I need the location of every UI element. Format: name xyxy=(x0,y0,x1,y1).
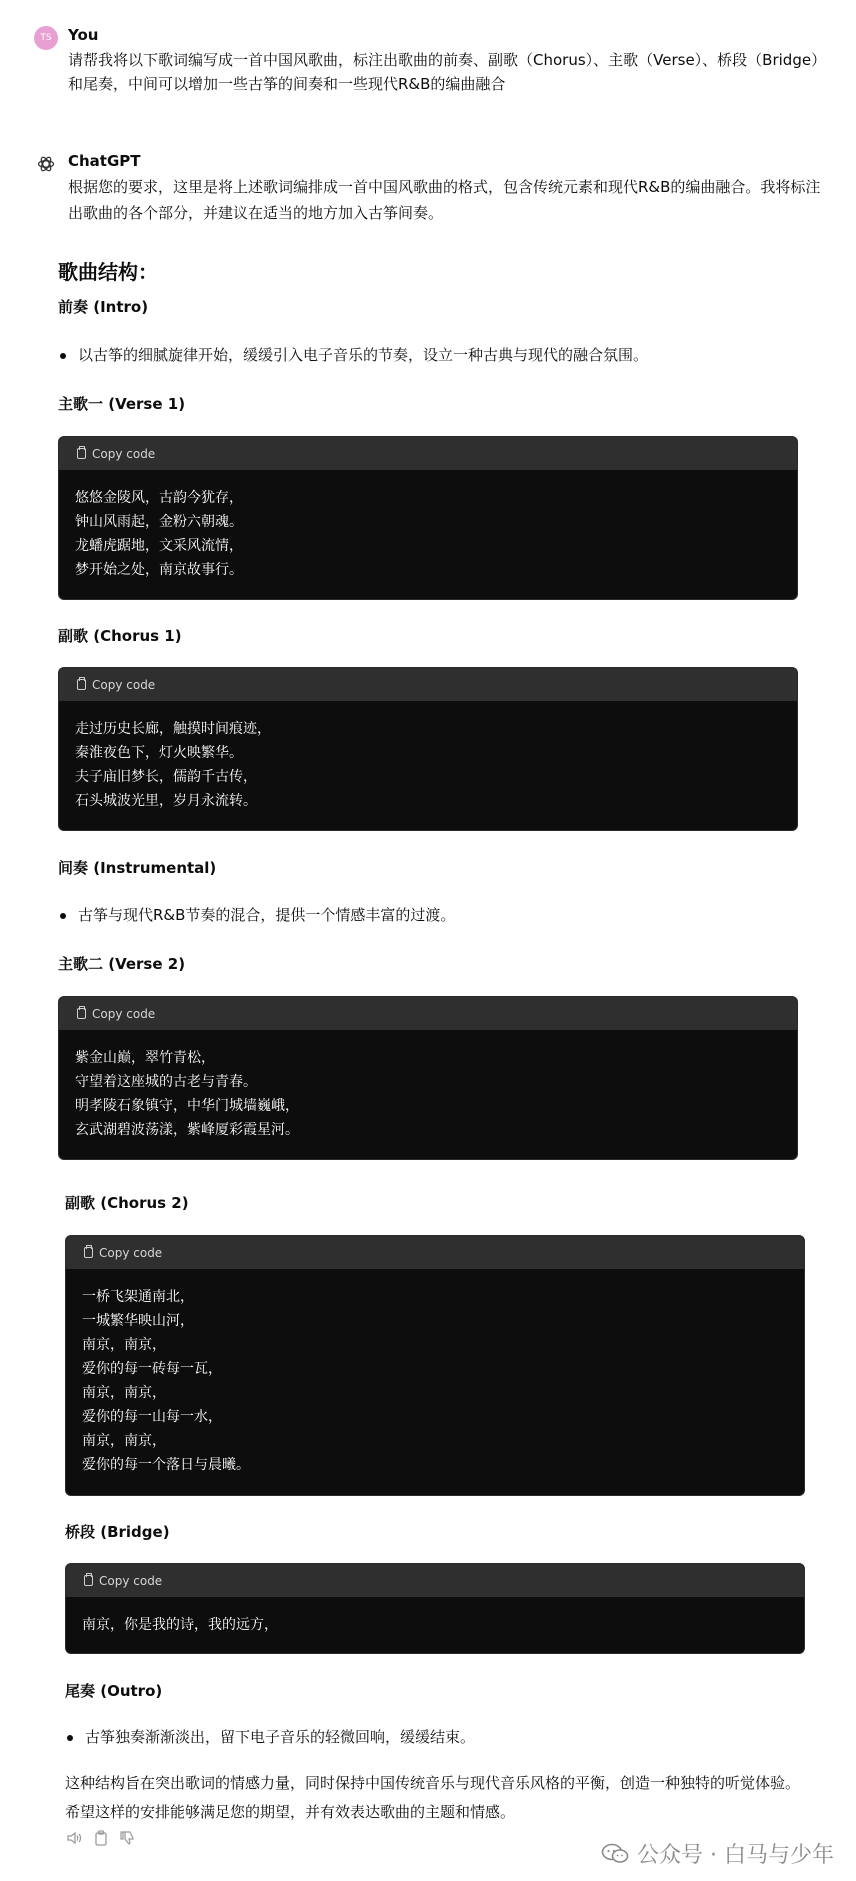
code-content: 紫金山巅，翠竹青松， 守望着这座城的古老与青春。 明孝陵石象镇守，中华门城墙巍峨， 玄武湖碧波荡漾，紫峰厦彩霞星河。 xyxy=(75,1050,299,1138)
message-actions xyxy=(66,1830,136,1850)
section-title-verse1: 主歌一 (Verse 1) xyxy=(58,395,186,413)
user-text: 请帮我将以下歌词编写成一首中国风歌曲，标注出歌曲的前奏、副歌（Chorus）、主歌（Verse）、桥段（Bridge）和尾奏，中间可以增加一些古筝的间奏和一些现代R&B的编曲融合 xyxy=(68,51,827,93)
copy-code-button[interactable]: Copy code xyxy=(59,437,797,470)
user-avatar: TS xyxy=(34,26,58,50)
clipboard-icon xyxy=(77,448,86,459)
copy-code-button[interactable]: Copy code xyxy=(66,1236,804,1269)
interlude-bullet: 古筝与现代R&B节奏的混合，提供一个情感丰富的过渡。 xyxy=(58,903,455,927)
code-content: 走过历史长廊，触摸时间痕迹， 秦淮夜色下，灯火映繁华。 夫子庙旧梦长，儒韵千古传， 石头城波光里，岁月永流转。 xyxy=(75,721,271,809)
intro-bullet: 以古筝的细腻旋律开始，缓缓引入电子音乐的节奏，设立一种古典与现代的融合氛围。 xyxy=(58,343,648,367)
code-block-chorus1 xyxy=(58,667,798,831)
code-block-verse2 xyxy=(58,996,798,1160)
assistant-name: ChatGPT xyxy=(68,152,141,170)
user-name: You xyxy=(68,26,99,44)
outro-bullet: 古筝独奏渐渐淡出，留下电子音乐的轻微回响，缓缓结束。 xyxy=(65,1725,475,1749)
section-title-outro: 尾奏 (Outro) xyxy=(65,1682,163,1700)
code-content: 一桥飞架通南北， 一城繁华映山河， 南京，南京， 爱你的每一砖每一瓦， 南京，南京， 爱你的每一山每一水， 南京，南京， 爱你的每一个落日与晨曦。 xyxy=(82,1289,250,1473)
code-content: 悠悠金陵风，古韵今犹存， 钟山风雨起，金粉六朝魂。 龙蟠虎踞地，文采风流情， 梦开始之处，南京故事行。 xyxy=(75,490,243,578)
section-title-interlude: 间奏 (Instrumental) xyxy=(58,859,217,877)
clipboard-icon xyxy=(77,679,86,690)
clipboard-icon xyxy=(84,1575,93,1586)
thumbs-down-icon[interactable] xyxy=(120,1830,136,1850)
copy-code-button[interactable]: Copy code xyxy=(59,668,797,701)
assistant-intro: 根据您的要求，这里是将上述歌词编排成一首中国风歌曲的格式，包含传统元素和现代R&B的编曲融合。我将标注出歌曲的各个部分，并建议在适当的地方加入古筝间奏。 xyxy=(68,178,821,222)
clipboard-icon xyxy=(84,1247,93,1258)
code-block-bridge xyxy=(65,1563,805,1654)
chatgpt-logo-icon xyxy=(34,152,58,176)
section-title-bridge: 桥段 (Bridge) xyxy=(65,1523,170,1541)
section-title-chorus2: 副歌 (Chorus 2) xyxy=(65,1194,189,1212)
copy-icon[interactable] xyxy=(94,1830,108,1850)
structure-heading: 歌曲结构： xyxy=(58,260,158,284)
clipboard-icon xyxy=(77,1008,86,1019)
code-block-verse1 xyxy=(58,436,798,600)
section-title-verse2: 主歌二 (Verse 2) xyxy=(58,955,186,973)
wechat-icon xyxy=(601,1843,629,1865)
section-title-intro: 前奏 (Intro) xyxy=(58,298,149,316)
speaker-icon[interactable] xyxy=(66,1830,82,1850)
code-content: 南京，你是我的诗，我的远方， xyxy=(82,1617,278,1633)
code-block-chorus2 xyxy=(65,1235,805,1496)
section-title-chorus1: 副歌 (Chorus 1) xyxy=(58,627,182,645)
closing-paragraph: 这种结构旨在突出歌词的情感力量，同时保持中国传统音乐与现代音乐风格的平衡，创造一种独特的听觉体验。希望这样的安排能够满足您的期望，并有效表达歌曲的主题和情感。 xyxy=(65,1774,801,1821)
copy-code-button[interactable]: Copy code xyxy=(66,1564,804,1597)
copy-code-button[interactable]: Copy code xyxy=(59,997,797,1030)
watermark: 公众号 · 白马与少年 xyxy=(601,1838,834,1869)
